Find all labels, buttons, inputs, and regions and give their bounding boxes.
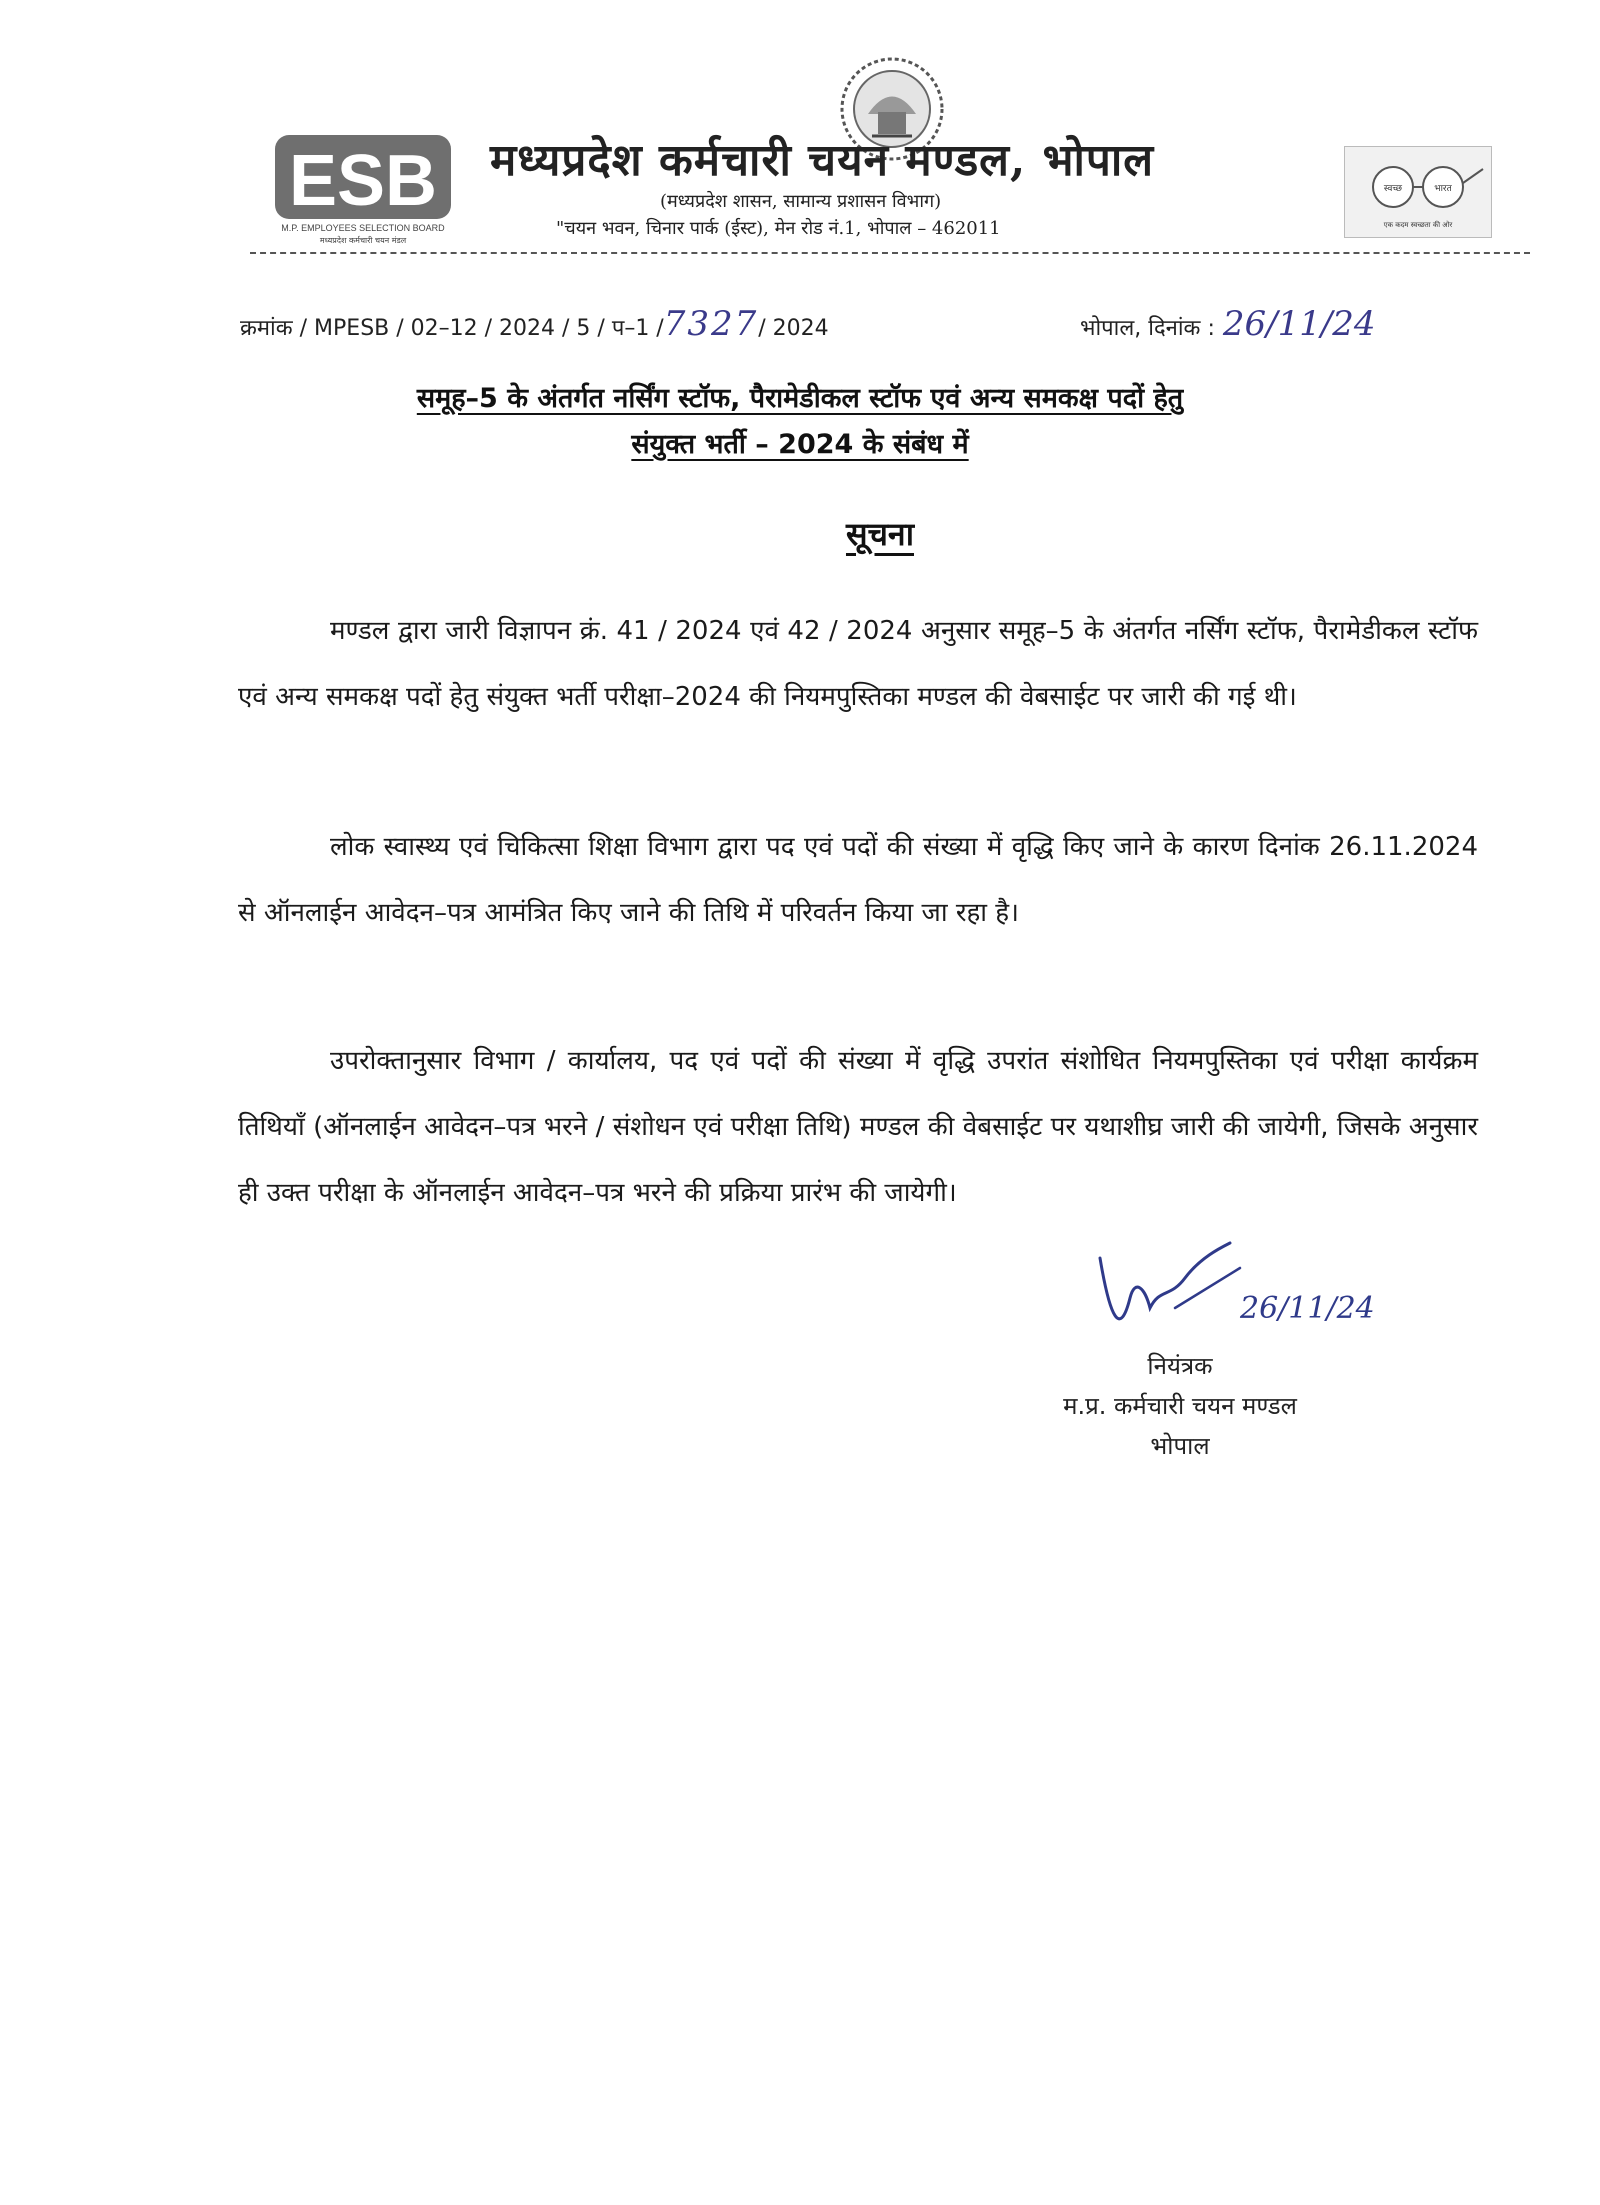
organization-name: मध्यप्रदेश कर्मचारी चयन मण्डल, भोपाल	[490, 135, 1155, 186]
subject-line-1: समूह–5 के अंतर्गत नर्सिंग स्टॉफ, पैरामेडीकल स्टॉफ एवं अन्य समकक्ष पदों हेतु	[416, 383, 1184, 414]
swachh-tagline: एक कदम स्वच्छता की ओर	[1383, 221, 1453, 229]
handwritten-reference-no: 7327	[663, 304, 759, 344]
body-paragraph-3: उपरोक्तानुसार विभाग / कार्यालय, पद एवं पदों की संख्या में वृद्धि उपरांत संशोधित नियमपुस्तिका एवं परीक्षा कार्यक्रम तिथियॉं (ऑनलाईन आवेदन–पत्र भरने / संशोधन एवं परीक्षा तिथि) मण्डल की वेबसाईट पर यथाशीघ्र जारी की जायेगी, जिसके अनुसार ही उक्त परीक्षा के ऑनलाईन आवेदन–पत्र भरने की प्रक्रिया प्रारंभ की जायेगी।	[238, 1046, 1478, 1208]
reference-prefix: क्रमांक / MPESB / 02–12 / 2024 / 5 / प–1 /	[240, 316, 664, 341]
subject-heading	[240, 376, 1360, 468]
handwritten-date: 26/11/24	[1222, 304, 1376, 344]
place-date-label: भोपाल, दिनांक :	[1080, 316, 1215, 341]
reference-number	[240, 304, 829, 344]
signatory-city: भोपाल	[1150, 1432, 1210, 1460]
signature-block	[1010, 1346, 1350, 1466]
body-paragraph-2: लोक स्वास्थ्य एवं चिकित्सा शिक्षा विभाग द्वारा पद एवं पदों की संख्या में वृद्धि किए जाने के कारण दिनांक 26.11.2024 से ऑनलाईन आवेदन–पत्र आमंत्रित किए जाने की तिथि में परिवर्तन किया जा रहा है।	[238, 832, 1478, 928]
handwritten-signature	[1090, 1238, 1420, 1358]
organization-subtitle: (मध्यप्रदेश शासन, सामान्य प्रशासन विभाग)	[660, 191, 942, 212]
esb-logo-caption: M.P. EMPLOYEES SELECTION BOARD	[281, 223, 445, 233]
swachh-left-text: स्वच्छ	[1383, 184, 1403, 194]
place-date	[1080, 304, 1376, 344]
notice-title: सूचना	[845, 515, 914, 553]
signature-date: 26/11/24	[1240, 1291, 1375, 1326]
esb-logo-text: ESB	[288, 141, 438, 221]
esb-logo-caption-hi: मध्यप्रदेश कर्मचारी चयन मंडल	[319, 236, 407, 245]
subject-line-2: संयुक्त भर्ती – 2024 के संबंध में	[631, 429, 969, 460]
header-divider	[250, 252, 1530, 254]
organization-address: "चयन भवन, चिनार पार्क (ईस्ट), मेन रोड नं.1, भोपाल – 462011	[556, 218, 1001, 239]
body-paragraph-1: मण्डल द्वारा जारी विज्ञापन क्रं. 41 / 2024 एवं 42 / 2024 अनुसार समूह–5 के अंतर्गत नर्सिंग स्टॉफ, पैरामेडीकल स्टॉफ एवं अन्य समकक्ष पदों हेतु संयुक्त भर्ती परीक्षा–2024 की नियमपुस्तिका मण्डल की वेबसाईट पर जारी की गई थी।	[238, 616, 1478, 712]
signatory-office: म.प्र. कर्मचारी चयन मण्डल	[1063, 1392, 1297, 1420]
swachh-bharat-logo	[1344, 146, 1492, 238]
swachh-right-text: भारत	[1434, 184, 1452, 194]
esb-logo	[275, 135, 451, 247]
signatory-designation: नियंत्रक	[1147, 1352, 1213, 1380]
reference-suffix: / 2024	[758, 316, 829, 341]
